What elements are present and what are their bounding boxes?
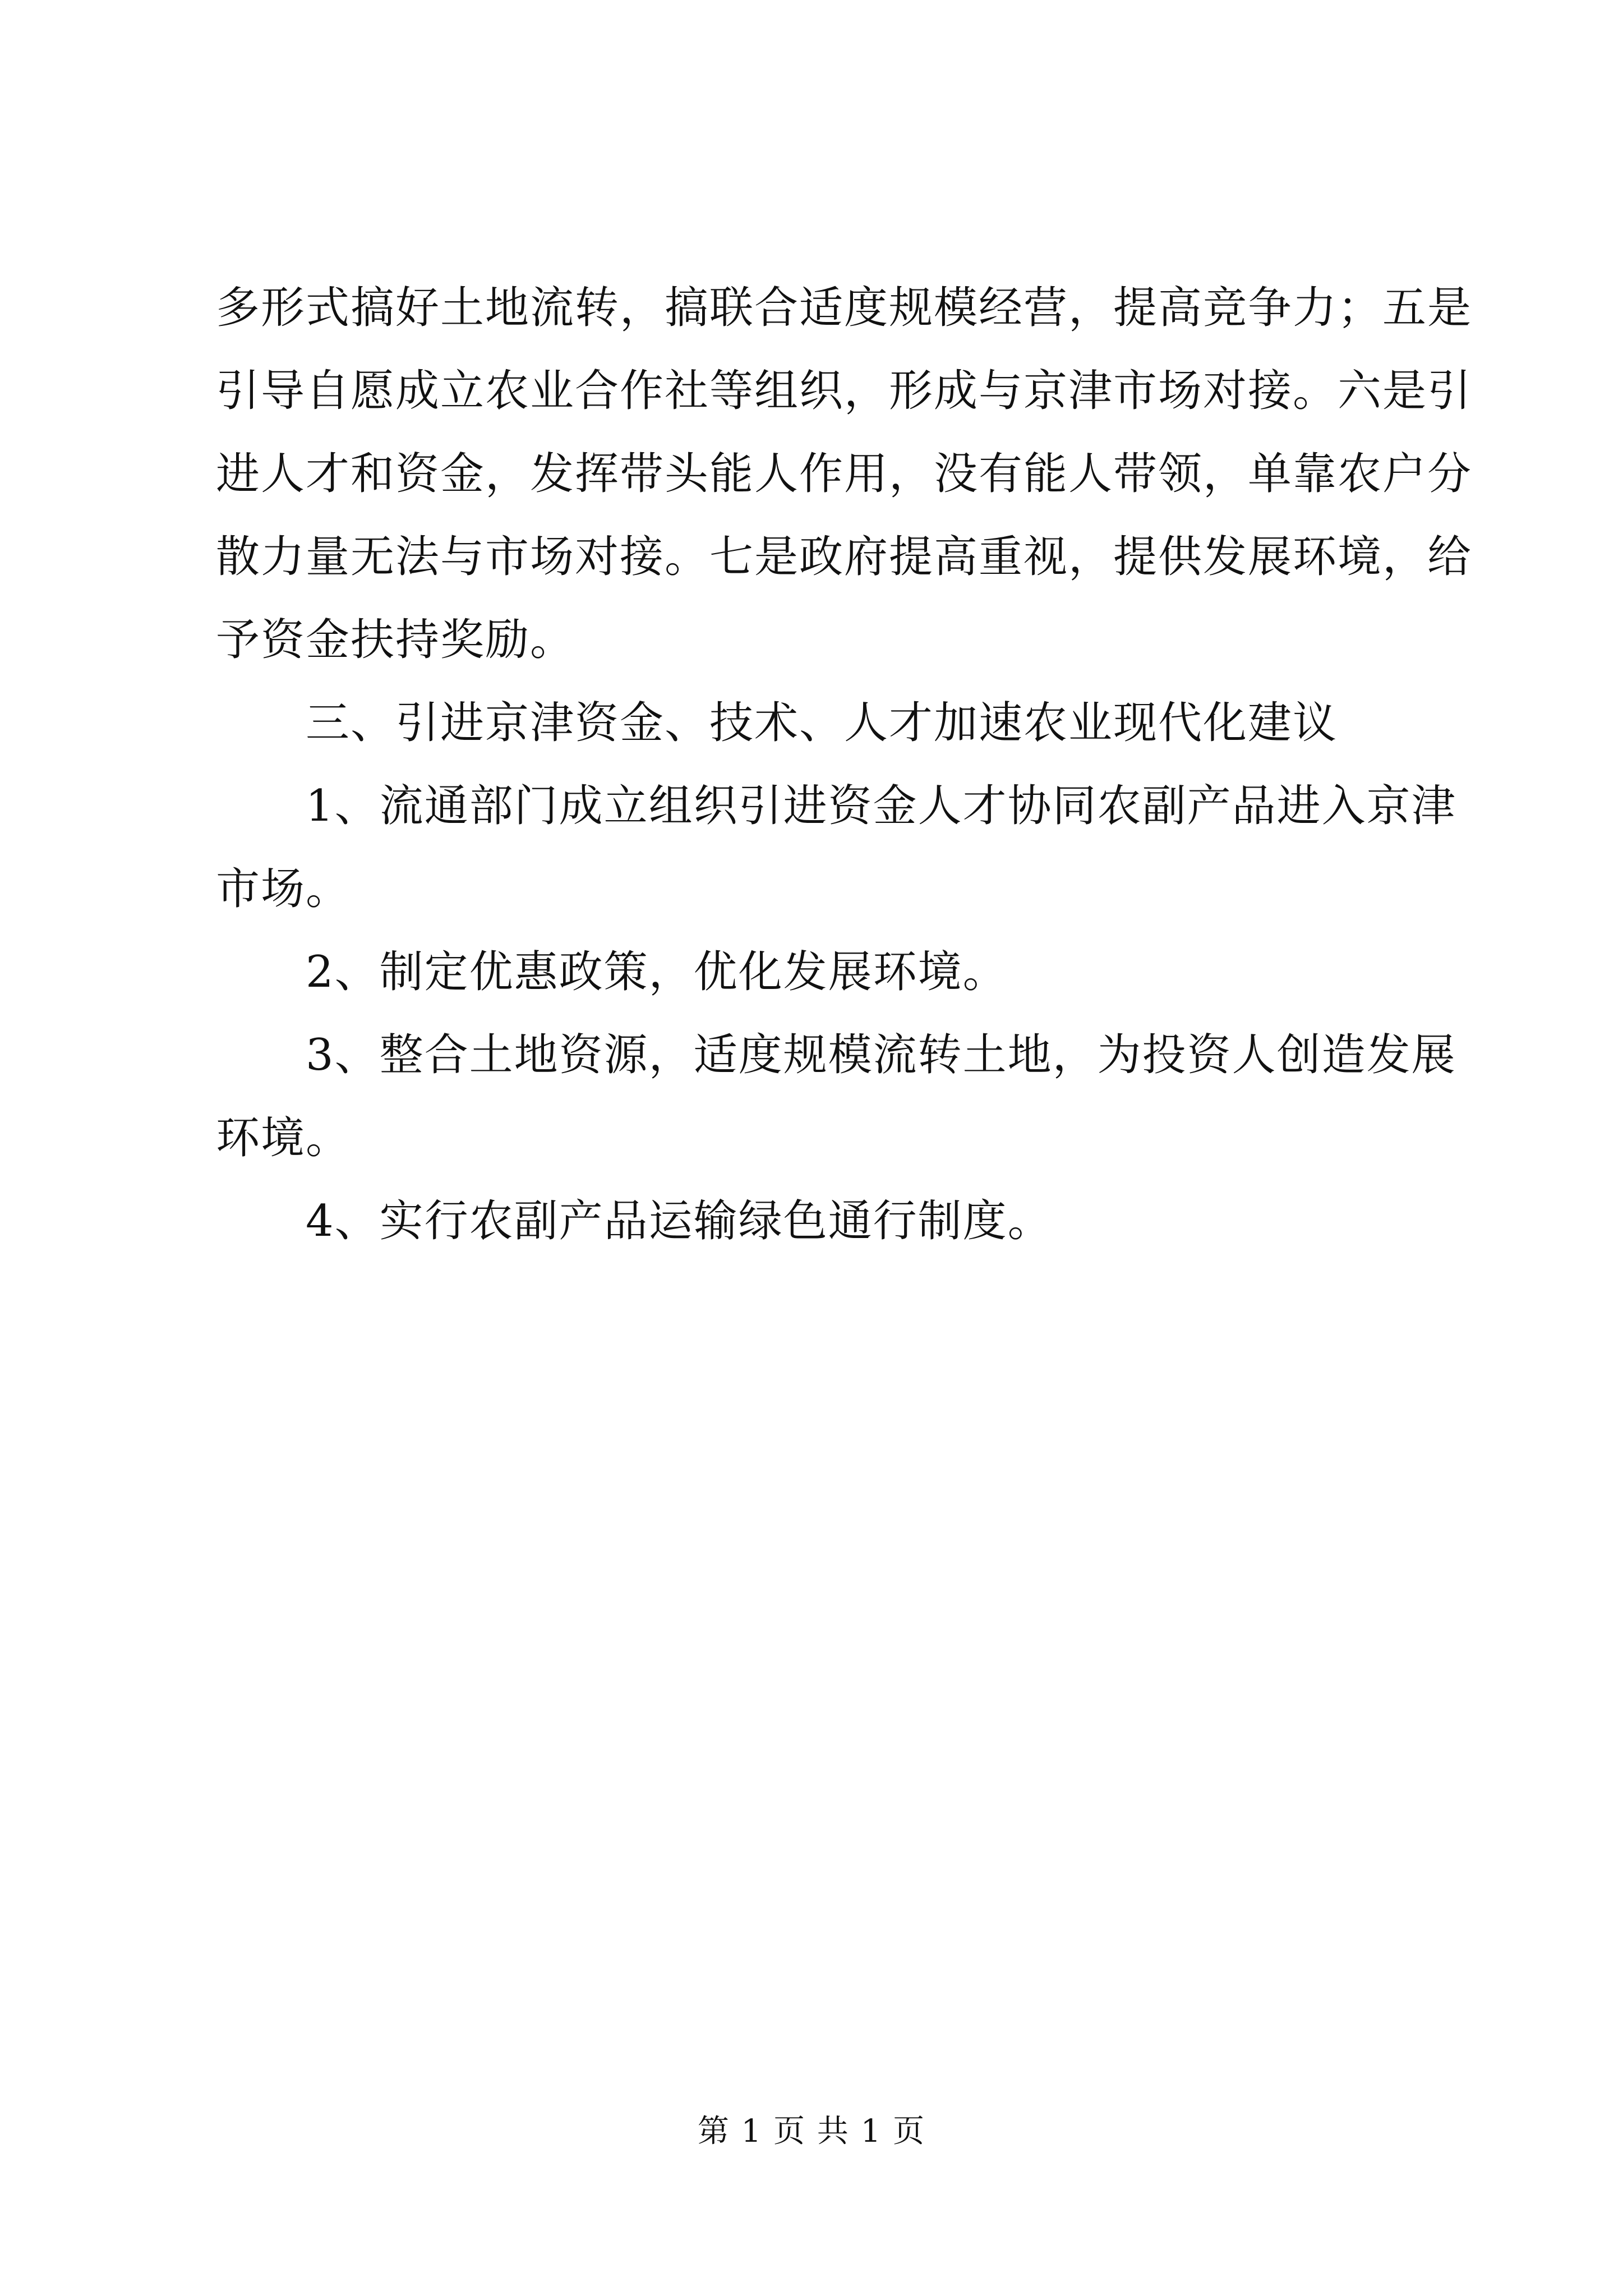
paragraph-line: 进人才和资金，发挥带头能人作用，没有能人带领，单靠农户分	[216, 449, 1473, 499]
paragraph-line: 多形式搞好土地流转，搞联合适度规模经营，提高竞争力；五是	[216, 283, 1473, 333]
list-item-line: 市场。	[216, 864, 351, 914]
page-number-footer: 第 1 页 共 1 页	[697, 2113, 926, 2150]
list-item-line: 1、流通部门成立组织引进资金人才协同农副产品进入京津	[306, 781, 1456, 831]
paragraph-line: 引导自愿成立农业合作社等组织，形成与京津市场对接。六是引	[216, 366, 1473, 416]
list-item-line: 4、实行农副产品运输绿色通行制度。	[306, 1196, 1053, 1246]
paragraph-line: 散力量无法与市场对接。七是政府提高重视，提供发展环境，给	[216, 532, 1473, 582]
paragraph-line: 予资金扶持奖励。	[216, 615, 575, 665]
document-body	[216, 266, 1473, 1263]
list-item-line: 2、制定优惠政策，优化发展环境。	[306, 947, 1008, 997]
section-heading: 三、引进京津资金、技术、人才加速农业现代化建议	[306, 698, 1338, 748]
list-item-line: 环境。	[216, 1113, 351, 1163]
list-item-line: 3、整合土地资源，适度规模流转土地，为投资人创造发展	[306, 1030, 1456, 1080]
